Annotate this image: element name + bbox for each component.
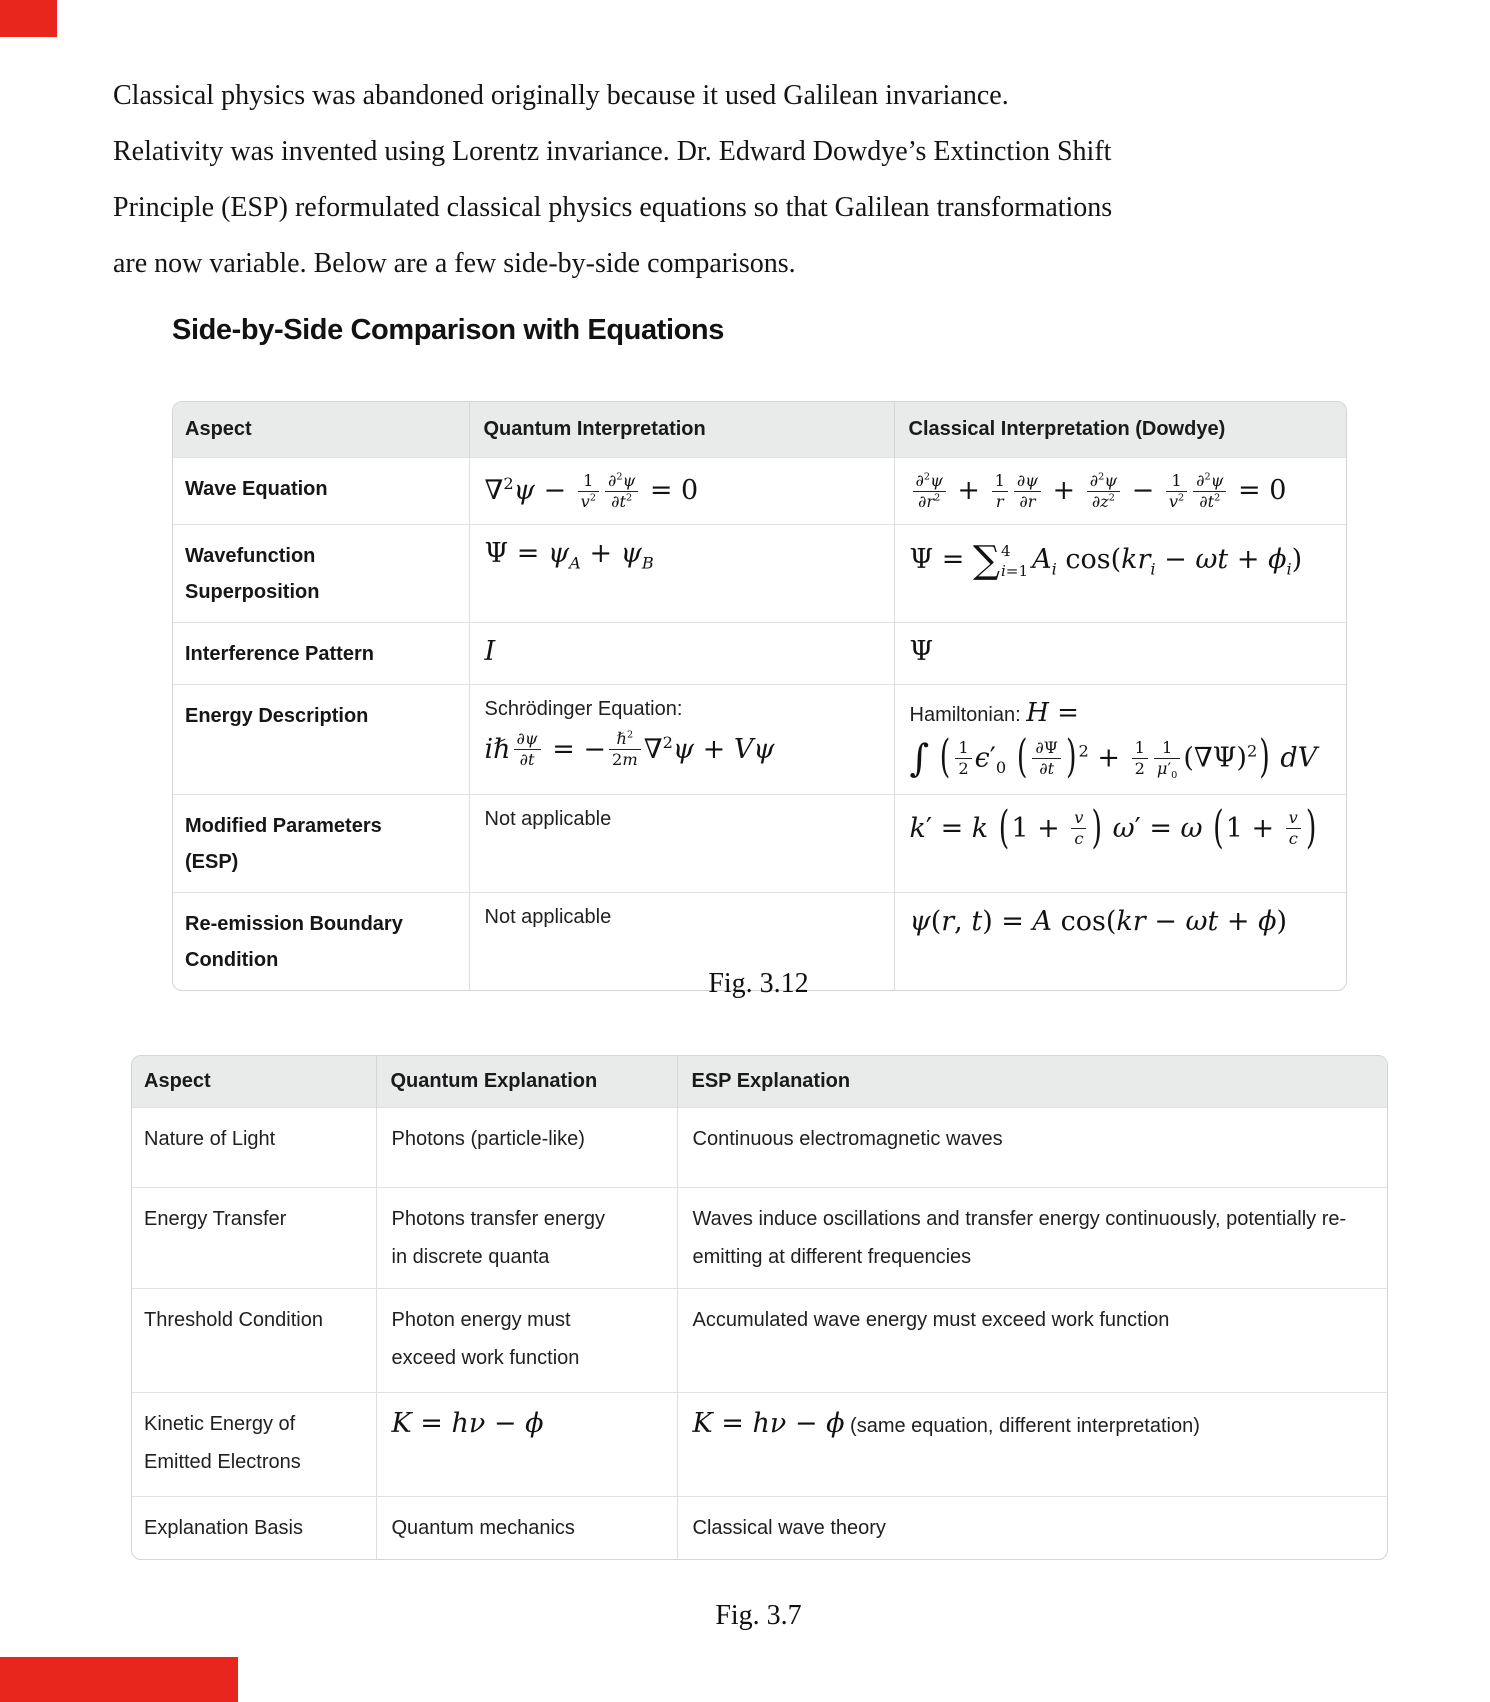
aspect-cell: Energy Description bbox=[173, 685, 469, 795]
table-row-wavefunction-superposition bbox=[173, 525, 1346, 623]
quantum-cell: Photons (particle-like) bbox=[376, 1108, 677, 1188]
aspect-cell: Nature of Light bbox=[132, 1108, 376, 1188]
figure-caption-3-7: Fig. 3.7 bbox=[715, 1600, 802, 1631]
esp-cell: Classical wave theory bbox=[677, 1497, 1387, 1560]
quantum-cell: ∇$^2$ψ − $\frac{1}{v^2}$ $\frac{\partial^2\psi}{\partial t^2}$ = 0 bbox=[469, 457, 894, 525]
section-title: Side-by-Side Comparison with Equations bbox=[172, 314, 724, 346]
aspect-cell: Re-emission Boundary Condition bbox=[173, 893, 469, 991]
column-header-aspect: Aspect bbox=[173, 402, 469, 457]
explanation-comparison-table bbox=[131, 1055, 1388, 1560]
table-row-kinetic-energy bbox=[132, 1393, 1387, 1497]
quantum-cell: Photon energy must exceed work function bbox=[376, 1289, 677, 1393]
intro-paragraph bbox=[113, 68, 1112, 292]
table-row-energy-description bbox=[173, 685, 1346, 795]
red-marker-top-left bbox=[0, 0, 57, 37]
table-row-modified-parameters bbox=[173, 795, 1346, 893]
table-header-row bbox=[173, 402, 1346, 457]
classical-cell: Hamiltonian: H = ∫ ( $\frac{1}{2}$ $\epsilon'_0$ ( $\frac{\partial\Psi}{\partial t}$ ) $^2$ + $\frac{1}{2}$ $\frac{1}{\mu'_0}$ $(\nabla\Psi)^2$) dV bbox=[894, 685, 1346, 795]
classical-cell: Ψ = ∑ 4 i=1 $A_i$ $\cos(kr_i - \omega t + \phi_i)$ bbox=[894, 525, 1346, 623]
classical-cell: ψ(r, t) = A cos(kr − ωt + ϕ) bbox=[894, 893, 1346, 991]
aspect-cell: Modified Parameters (ESP) bbox=[173, 795, 469, 893]
aspect-cell: Wavefunction Superposition bbox=[173, 525, 469, 623]
intro-line-4: are now variable. Below are a few side-by-side comparisons. bbox=[113, 248, 796, 279]
quantum-cell: I bbox=[469, 623, 894, 685]
table-row-nature-of-light bbox=[132, 1108, 1387, 1188]
aspect-cell: Explanation Basis bbox=[132, 1497, 376, 1560]
table-row-interference-pattern bbox=[173, 623, 1346, 685]
classical-cell: $\frac{\partial^2\psi}{\partial r^2}$ + $\frac{1}{r}$ $\frac{\partial\psi}{\partial r}$ + $\frac{\partial^2\psi}{\partial z^2}$ − $\frac{1}{v^2}$ $\frac{\partial^2\psi}{\partial t^2}$ = 0 bbox=[894, 457, 1346, 525]
column-header-aspect: Aspect bbox=[132, 1056, 376, 1108]
table-row-energy-transfer bbox=[132, 1188, 1387, 1289]
quantum-cell: Not applicable bbox=[469, 795, 894, 893]
figure-caption-3-12: Fig. 3.12 bbox=[708, 968, 809, 999]
quantum-cell: Schrödinger Equation: iℏ $\frac{\partial\psi}{\partial t}$ = − ℏ$^2$ 2m ∇$^2$ψ + Vψ bbox=[469, 685, 894, 795]
esp-cell: Continuous electromagnetic waves bbox=[677, 1108, 1387, 1188]
intro-line-1: Classical physics was abandoned originally because it used Galilean invariance. bbox=[113, 80, 1009, 111]
esp-cell: K = hν − ϕ (same equation, different interpretation) bbox=[677, 1393, 1387, 1497]
column-header-esp-explanation: ESP Explanation bbox=[677, 1056, 1387, 1108]
intro-line-3: Principle (ESP) reformulated classical physics equations so that Galilean transformations bbox=[113, 192, 1113, 223]
equation-comparison-table bbox=[172, 401, 1347, 991]
red-marker-bottom-left bbox=[0, 1657, 238, 1702]
column-header-quantum-interpretation: Quantum Interpretation bbox=[469, 402, 894, 457]
table-row-threshold-condition bbox=[132, 1289, 1387, 1393]
esp-cell: Waves induce oscillations and transfer energy continuously, potentially re-emitting at different frequencies bbox=[677, 1188, 1387, 1289]
aspect-cell: Wave Equation bbox=[173, 457, 469, 525]
aspect-cell: Interference Pattern bbox=[173, 623, 469, 685]
table-header-row bbox=[132, 1056, 1387, 1108]
esp-cell: Accumulated wave energy must exceed work function bbox=[677, 1289, 1387, 1393]
quantum-cell: Quantum mechanics bbox=[376, 1497, 677, 1560]
table-row-explanation-basis bbox=[132, 1497, 1387, 1560]
column-header-quantum-explanation: Quantum Explanation bbox=[376, 1056, 677, 1108]
column-header-classical-interpretation: Classical Interpretation (Dowdye) bbox=[894, 402, 1346, 457]
classical-cell: k′ = k (1 + $\frac{v}{c}$ ) ω′ = ω (1 + $\frac{v}{c}$ ) bbox=[894, 795, 1346, 893]
table-row-wave-equation bbox=[173, 457, 1346, 525]
classical-cell: Ψ bbox=[894, 623, 1346, 685]
aspect-cell: Energy Transfer bbox=[132, 1188, 376, 1289]
quantum-cell: $\Psi = \psi_A + \psi_B$ bbox=[469, 525, 894, 623]
quantum-cell: Not applicable bbox=[469, 893, 894, 991]
intro-line-2: Relativity was invented using Lorentz invariance. Dr. Edward Dowdye’s Extinction Shift bbox=[113, 136, 1112, 167]
quantum-cell: K = hν − ϕ bbox=[376, 1393, 677, 1497]
quantum-cell: Photons transfer energy in discrete quanta bbox=[376, 1188, 677, 1289]
aspect-cell: Threshold Condition bbox=[132, 1289, 376, 1393]
aspect-cell: Kinetic Energy of Emitted Electrons bbox=[132, 1393, 376, 1497]
